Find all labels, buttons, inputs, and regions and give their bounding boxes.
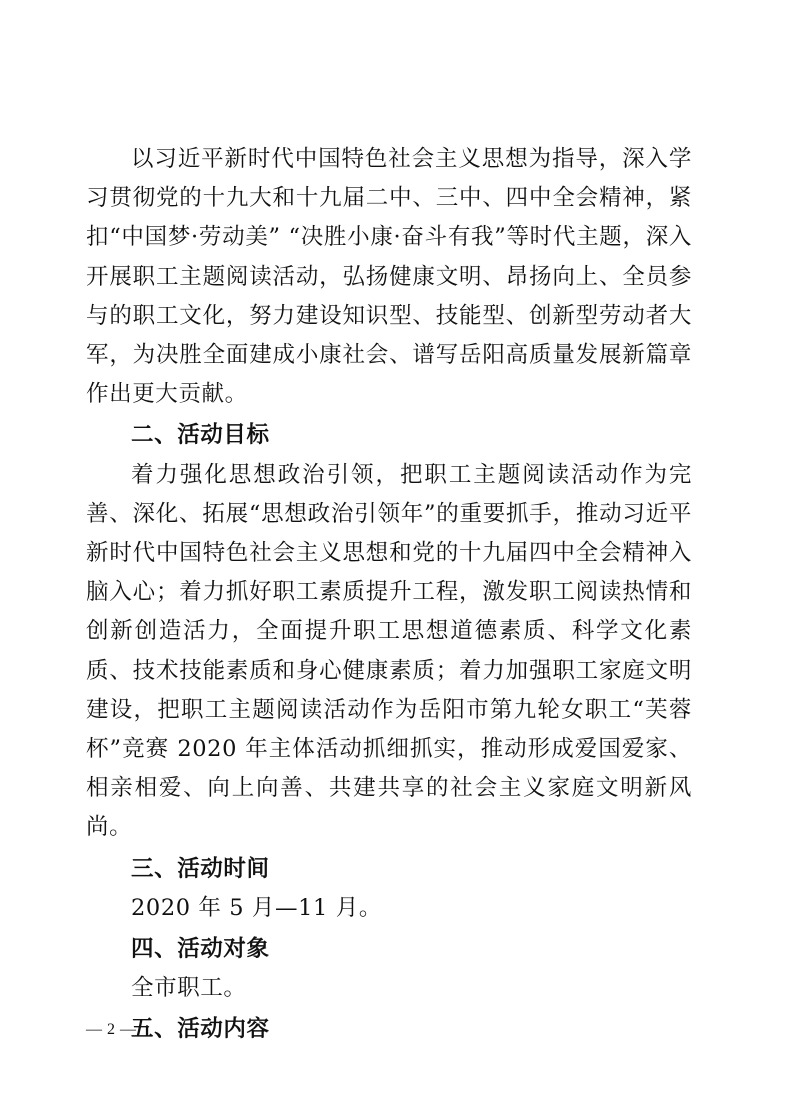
participants-paragraph: 全市职工。: [131, 975, 247, 1002]
section-heading-participants: 四、活动对象: [131, 936, 270, 963]
section-heading-content: 五、活动内容: [131, 1016, 270, 1043]
section-heading-objectives: 二、活动目标: [131, 422, 270, 449]
objectives-paragraph: 着力强化思想政治引领，把职工主题阅读活动作为完善、深化、拓展“思想政治引领年”的重要抓手，推动习近平新时代中国特色社会主义思想和党的十九届四中全会精神入脑入心；着力抓好职工素质提升工程，激发职工阅读热情和创新创造活力，全面提升职工思想道德素质、科学文化素质、技术技能素质和身心健康素质；着力加强职工家庭文明建设，把职工主题阅读活动作为岳阳市第九轮女职工“芙蓉杯”竞赛 2020 年主体活动抓细抓实，推动形成爱国爱家、相亲相爱、向上向善、共建共享的社会主义家庭文明新风尚。: [86, 461, 692, 841]
guiding-ideology-paragraph: 以习近平新时代中国特色社会主义思想为指导，深入学习贯彻党的十九大和十九届二中、三中、四中全会精神，紧扣“中国梦·劳动美” “决胜小康·奋斗有我”等时代主题，深入开展职工主题阅读活动，弘扬健康文明、昂扬向上、全员参与的职工文化，努力建设知识型、技能型、创新型劳动者大军，为决胜全面建成小康社会、谱写岳阳高质量发展新篇章作出更大贡献。: [86, 146, 692, 408]
document-body: [86, 140, 692, 1050]
page-number: — 2 —: [86, 1021, 137, 1038]
section-heading-time: 三、活动时间: [131, 855, 270, 882]
time-paragraph: 2020 年 5 月—11 月。: [131, 894, 382, 921]
